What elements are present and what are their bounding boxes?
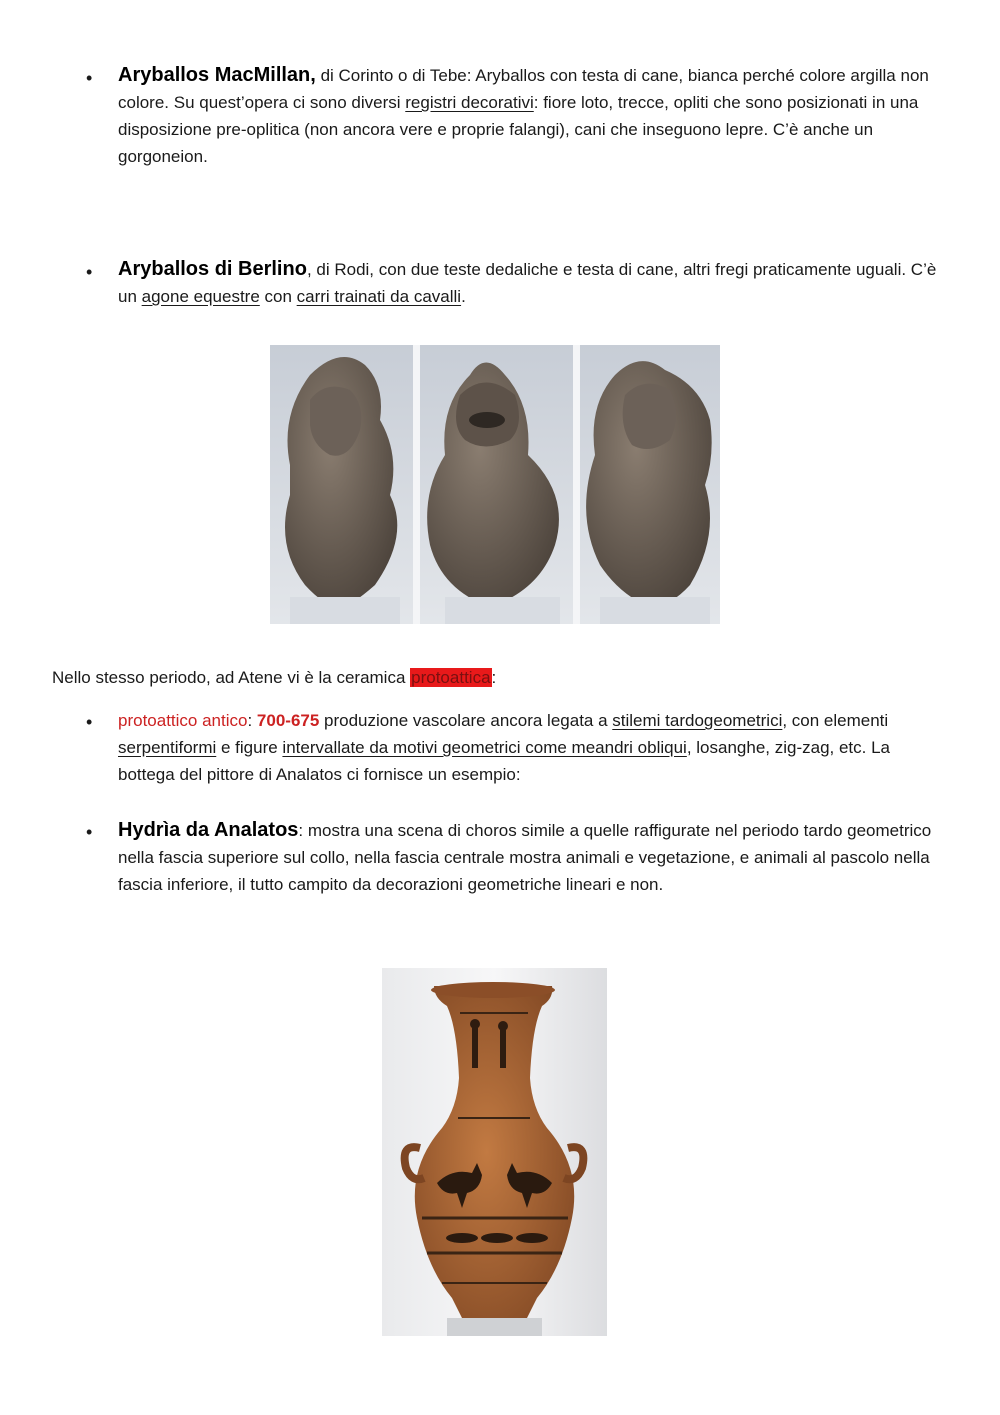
underlined-term: registri decorativi: [405, 93, 534, 112]
intro-paragraph: [52, 664, 952, 691]
item-aryballos-berlino: [118, 256, 940, 310]
item-text: produzione vascolare ancora legata a: [319, 711, 613, 730]
paragraph-text: Nello stesso periodo, ad Atene vi è la ceramica: [52, 668, 411, 687]
underlined-term: agone equestre: [141, 287, 260, 306]
item-title: Aryballos MacMillan,: [118, 64, 316, 86]
bullet-marker: •: [86, 262, 93, 282]
aryballoi-photo: [270, 345, 720, 624]
item-text: , di Rodi, con due teste dedaliche e testa di cane, altri fregi praticamente uguali. C’è un: [118, 260, 937, 306]
item-title: Aryballos di Berlino: [118, 258, 307, 280]
item-text: .: [461, 287, 466, 306]
item-text: , con elementi: [782, 711, 889, 730]
item-text: :: [247, 711, 257, 730]
underlined-term: stilemi tardogeometrici: [612, 711, 783, 730]
item-text: con: [259, 287, 297, 306]
item-title: Hydrìa da Analatos: [118, 819, 299, 841]
item-aryballos-macmillan: [118, 62, 940, 170]
bullet-marker: •: [86, 712, 93, 732]
item-hydria-analatos: [118, 817, 940, 898]
underlined-term: carri trainati da cavalli: [296, 287, 462, 306]
hydria-photo: [382, 968, 607, 1336]
bullet-marker: •: [86, 68, 93, 88]
item-text: : mostra una scena di choros simile a quelle raffigurate nel periodo tardo geometrico nella fascia superiore sul collo, nella fascia centrale mostra animali e vegetazione, e animali al pascolo nella fascia inferiore, il tutto campito da decorazioni geometriche lineari e non.: [118, 821, 932, 894]
item-protoattico-antico: [118, 707, 940, 788]
period-label: protoattico antico: [118, 711, 248, 730]
paragraph-text: :: [491, 668, 497, 687]
bullet-marker: •: [86, 822, 93, 842]
item-text: , losanghe, zig-zag, etc. La bottega del pittore di Analatos ci fornisce un esempio:: [118, 738, 891, 784]
item-text: : fiore loto, trecce, opliti che sono posizionati in una disposizione pre-oplitica (non ancora vere e proprie falangi), cani che inseguono lepre. C’è anche un gorgoneion.: [118, 93, 919, 166]
item-text: di Corinto o di Tebe: Aryballos con testa di cane, bianca perché colore argilla non colore. Su quest’opera ci sono diversi: [118, 66, 929, 112]
period-dates: 700-675: [256, 711, 320, 730]
highlighted-term: protoattica: [411, 668, 491, 687]
item-text: e figure: [216, 738, 283, 757]
underlined-term: intervallate da motivi geometrici come meandri obliqui: [282, 738, 687, 757]
underlined-term: serpentiformi: [118, 738, 217, 757]
